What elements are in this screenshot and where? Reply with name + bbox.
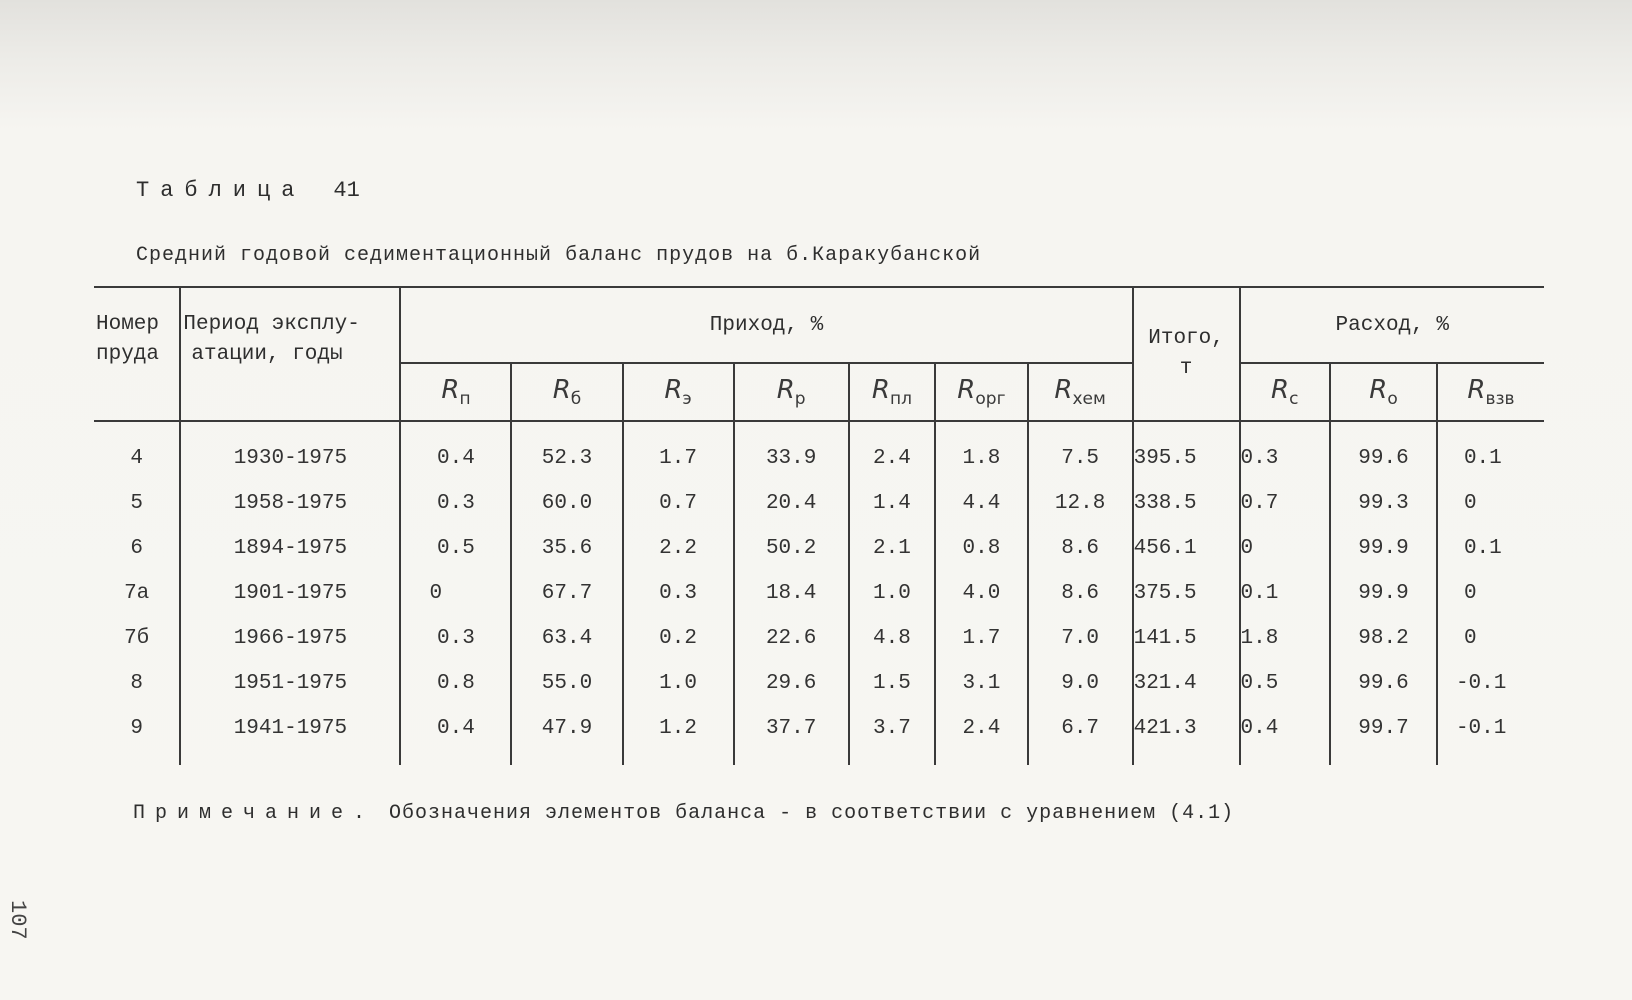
cell-r-p: 0	[400, 571, 511, 616]
cell-pond: 9	[130, 717, 143, 740]
cell-r-chem: 8.6	[1028, 571, 1133, 616]
cell-r-pl: 1.5	[849, 661, 935, 706]
table-row	[94, 661, 1544, 706]
cell-r-p: 0.3	[400, 616, 511, 661]
header-r-pl: $R_{пл}$	[849, 363, 935, 421]
cell-r-p: 0.8	[400, 661, 511, 706]
cell-r-r: 20.4	[734, 481, 849, 526]
cell-r-org: 4.0	[935, 571, 1028, 616]
header-total-line2: т	[1179, 357, 1193, 380]
cell-r-pl: 2.1	[849, 526, 935, 571]
note-text: Обозначения элементов баланса - в соответствии с уравнением (4.1)	[389, 802, 1235, 825]
header-period-line1: Период эксплу-	[183, 313, 360, 336]
cell-r-pl: 2.4	[849, 421, 935, 481]
cell-r-s: 0.3	[1240, 421, 1330, 481]
header-r-org: $R_{орг}$	[935, 363, 1028, 421]
page-number: 107	[5, 900, 30, 940]
cell-pond: 6	[130, 537, 143, 560]
header-period	[180, 287, 400, 421]
header-r-chem: $R_{хем}$	[1028, 363, 1133, 421]
cell-r-e: 1.2	[623, 706, 734, 765]
note-lead: Примечание.	[133, 802, 376, 825]
cell-pond: 8	[130, 672, 143, 695]
cell-r-b: 67.7	[511, 571, 622, 616]
header-r-p: $R_п$	[400, 363, 511, 421]
cell-r-e: 0.3	[623, 571, 734, 616]
cell-r-vzv: 0.1	[1437, 421, 1544, 481]
cell-total: 338.5	[1133, 481, 1240, 526]
cell-r-o: 99.9	[1330, 526, 1437, 571]
table-label	[136, 178, 360, 203]
cell-r-o: 99.6	[1330, 421, 1437, 481]
table-note	[133, 802, 1234, 825]
cell-r-e: 1.0	[623, 661, 734, 706]
cell-r-vzv: 0	[1437, 571, 1544, 616]
cell-r-org: 1.7	[935, 616, 1028, 661]
cell-r-s: 0.7	[1240, 481, 1330, 526]
cell-total: 456.1	[1133, 526, 1240, 571]
cell-r-o: 99.6	[1330, 661, 1437, 706]
cell-r-e: 0.7	[623, 481, 734, 526]
cell-pond: 4	[130, 447, 143, 470]
cell-pond: 5	[130, 492, 143, 515]
table-row	[94, 526, 1544, 571]
cell-r-s: 0.4	[1240, 706, 1330, 765]
cell-period: 1958-1975	[180, 481, 400, 526]
cell-r-pl: 4.8	[849, 616, 935, 661]
cell-total: 395.5	[1133, 421, 1240, 481]
table-caption: Средний годовой седиментационный баланс прудов на б.Каракубанской	[136, 244, 982, 267]
header-expense: Расход, %	[1240, 287, 1544, 363]
header-income: Приход, %	[400, 287, 1132, 363]
cell-r-b: 63.4	[511, 616, 622, 661]
table-row	[94, 421, 1544, 481]
cell-r-r: 50.2	[734, 526, 849, 571]
cell-r-vzv: 0.1	[1437, 526, 1544, 571]
cell-r-r: 22.6	[734, 616, 849, 661]
header-pond-number-line2: пруда	[96, 343, 160, 366]
cell-r-b: 35.6	[511, 526, 622, 571]
table-row	[94, 571, 1544, 616]
header-r-o: $R_о$	[1330, 363, 1437, 421]
table-row	[94, 481, 1544, 526]
cell-total: 321.4	[1133, 661, 1240, 706]
cell-total: 375.5	[1133, 571, 1240, 616]
cell-r-r: 29.6	[734, 661, 849, 706]
header-period-line2: атации, годы	[191, 343, 343, 366]
cell-r-r: 18.4	[734, 571, 849, 616]
cell-r-s: 1.8	[1240, 616, 1330, 661]
cell-r-chem: 12.8	[1028, 481, 1133, 526]
cell-r-e: 2.2	[623, 526, 734, 571]
cell-r-o: 99.3	[1330, 481, 1437, 526]
header-total	[1133, 287, 1240, 421]
cell-r-pl: 3.7	[849, 706, 935, 765]
cell-r-p: 0.4	[400, 421, 511, 481]
cell-r-chem: 9.0	[1028, 661, 1133, 706]
table-row	[94, 616, 1544, 661]
header-pond-number-line1: Номер	[96, 313, 160, 336]
header-r-b: $R_б$	[511, 363, 622, 421]
header-r-vzv: $R_{взв}$	[1437, 363, 1544, 421]
cell-r-p: 0.3	[400, 481, 511, 526]
header-r-s: $R_с$	[1240, 363, 1330, 421]
cell-r-org: 1.8	[935, 421, 1028, 481]
header-r-e: $R_э$	[623, 363, 734, 421]
cell-total: 421.3	[1133, 706, 1240, 765]
cell-r-b: 55.0	[511, 661, 622, 706]
header-pond-number	[94, 287, 180, 421]
cell-r-chem: 7.0	[1028, 616, 1133, 661]
cell-r-b: 47.9	[511, 706, 622, 765]
table-body	[94, 421, 1544, 765]
header-row-top	[94, 287, 1544, 363]
cell-r-s: 0.5	[1240, 661, 1330, 706]
cell-r-pl: 1.4	[849, 481, 935, 526]
cell-r-org: 2.4	[935, 706, 1028, 765]
cell-period: 1901-1975	[180, 571, 400, 616]
cell-r-vzv: 0	[1437, 481, 1544, 526]
cell-r-org: 0.8	[935, 526, 1028, 571]
header-total-line1: Итого,	[1148, 327, 1224, 350]
table-row	[94, 706, 1544, 765]
cell-r-e: 0.2	[623, 616, 734, 661]
sedimentation-table	[94, 286, 1544, 765]
cell-r-o: 99.7	[1330, 706, 1437, 765]
cell-r-b: 52.3	[511, 421, 622, 481]
cell-r-o: 99.9	[1330, 571, 1437, 616]
cell-r-chem: 6.7	[1028, 706, 1133, 765]
cell-r-o: 98.2	[1330, 616, 1437, 661]
table-number: 41	[333, 178, 360, 203]
cell-pond: 7б	[124, 627, 150, 650]
cell-r-r: 37.7	[734, 706, 849, 765]
cell-r-org: 4.4	[935, 481, 1028, 526]
cell-period: 1930-1975	[180, 421, 400, 481]
cell-r-p: 0.5	[400, 526, 511, 571]
cell-r-vzv: -0.1	[1437, 661, 1544, 706]
cell-r-org: 3.1	[935, 661, 1028, 706]
cell-period: 1941-1975	[180, 706, 400, 765]
cell-r-chem: 7.5	[1028, 421, 1133, 481]
table-label-word: Таблица	[136, 178, 306, 203]
cell-r-p: 0.4	[400, 706, 511, 765]
cell-r-s: 0	[1240, 526, 1330, 571]
cell-period: 1951-1975	[180, 661, 400, 706]
cell-r-r: 33.9	[734, 421, 849, 481]
cell-r-chem: 8.6	[1028, 526, 1133, 571]
header-r-r: $R_р$	[734, 363, 849, 421]
cell-period: 1894-1975	[180, 526, 400, 571]
cell-r-vzv: 0	[1437, 616, 1544, 661]
cell-period: 1966-1975	[180, 616, 400, 661]
cell-r-pl: 1.0	[849, 571, 935, 616]
cell-r-e: 1.7	[623, 421, 734, 481]
cell-r-b: 60.0	[511, 481, 622, 526]
cell-r-s: 0.1	[1240, 571, 1330, 616]
cell-pond: 7а	[124, 582, 150, 605]
cell-r-vzv: -0.1	[1437, 706, 1544, 765]
cell-total: 141.5	[1133, 616, 1240, 661]
